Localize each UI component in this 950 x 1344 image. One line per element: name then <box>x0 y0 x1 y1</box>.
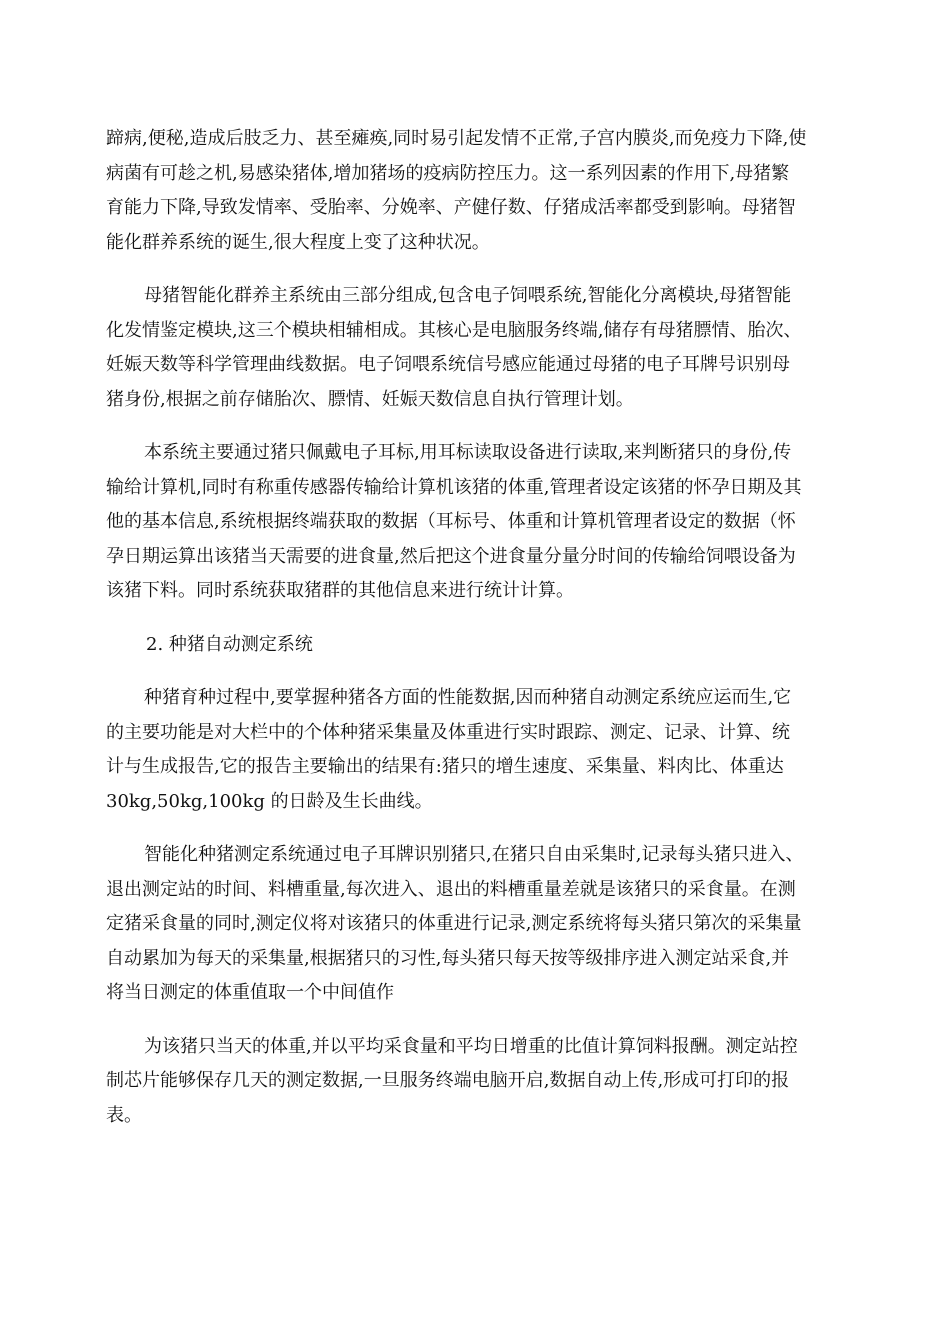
text-line: 他的基本信息,系统根据终端获取的数据（耳标号、体重和计算机管理者设定的数据（怀 <box>106 511 796 532</box>
text-line: 种猪育种过程中,要掌握种猪各方面的性能数据,因而种猪自动测定系统应运而生,它 <box>144 687 792 708</box>
text-line: 制芯片能够保存几天的测定数据,一旦服务终端电脑开启,数据自动上传,形成可打印的报 <box>106 1070 790 1091</box>
text-line: 计与生成报告,它的报告主要输出的结果有:猪只的增生速度、采集量、料肉比、体重达 <box>106 756 784 777</box>
text-line: 猪身份,根据之前存储胎次、膘情、妊娠天数信息自执行管理计划。 <box>106 388 634 410</box>
text-line: 能化群养系统的诞生,很大程度上变了这种状况。 <box>106 231 490 253</box>
text-line: 本系统主要通过猪只佩戴电子耳标,用耳标读取设备进行读取,来判断猪只的身份,传 <box>144 442 792 463</box>
paragraph-2 <box>106 279 846 417</box>
text-line: 病菌有可趁之机,易感染猪体,增加猪场的疫病防控压力。这一系列因素的作用下,母猪繁 <box>106 162 790 184</box>
text-line: 孕日期运算出该猪当天需要的进食量,然后把这个进食量分量分时间的传输给饲喂设备为 <box>106 545 796 567</box>
text-line: 智能化种猪测定系统通过电子耳牌识别猪只,在猪只自由采集时,记录每头猪只进入、 <box>144 844 804 865</box>
paragraph-1 <box>106 122 846 260</box>
text-line: 蹄病,便秘,造成后肢乏力、甚至瘫痪,同时易引起发情不正常,子宫内膜炎,而免疫力下降,使 <box>106 128 807 149</box>
text-line: 输给计算机,同时有称重传感器传输给计算机该猪的体重,管理者设定该猪的怀孕日期及其 <box>106 476 802 498</box>
text-line: 为该猪只当天的体重,并以平均采食量和平均日增重的比值计算饲料报酬。测定站控 <box>144 1035 798 1057</box>
text-line: 育能力下降,导致发情率、受胎率、分娩率、产健仔数、仔猪成活率都受到影响。母猪智 <box>106 197 796 218</box>
text-line: 妊娠天数等科学管理曲线数据。电子饲喂系统信号感应能通过母猪的电子耳牌号识别母 <box>106 354 790 375</box>
paragraph-3 <box>106 436 846 609</box>
paragraph-6 <box>106 1030 846 1134</box>
paragraph-4 <box>106 681 846 819</box>
text-line: 表。 <box>106 1104 142 1126</box>
text-line: 定猪采食量的同时,测定仪将对该猪只的体重进行记录,测定系统将每头猪只第次的采集量 <box>106 913 802 934</box>
text-line: 母猪智能化群养主系统由三部分组成,包含电子饲喂系统,智能化分离模块,母猪智能 <box>144 285 792 306</box>
text-line: 自动累加为每天的采集量,根据猪只的习性,每头猪只每天按等级排序进入测定站采食,并 <box>106 947 790 969</box>
document-page <box>106 122 846 1152</box>
paragraph-5 <box>106 838 846 1011</box>
text-line: 将当日测定的体重值取一个中间值作 <box>106 982 394 1003</box>
section-heading: 2. 种猪自动测定系统 <box>146 633 313 655</box>
text-line: 的主要功能是对大栏中的个体种猪采集量及体重进行实时跟踪、测定、记录、计算、统 <box>106 721 790 743</box>
text-line: 该猪下料。同时系统获取猪群的其他信息来进行统计计算。 <box>106 580 574 601</box>
text-line: 化发情鉴定模块,这三个模块相辅相成。其核心是电脑服务终端,储存有母猪膘情、胎次、 <box>106 319 802 341</box>
text-line: 30kg,50kg,100kg 的日龄及生长曲线。 <box>106 790 433 812</box>
text-line: 退出测定站的时间、料槽重量,每次进入、退出的料槽重量差就是该猪只的采食量。在测 <box>106 878 796 900</box>
